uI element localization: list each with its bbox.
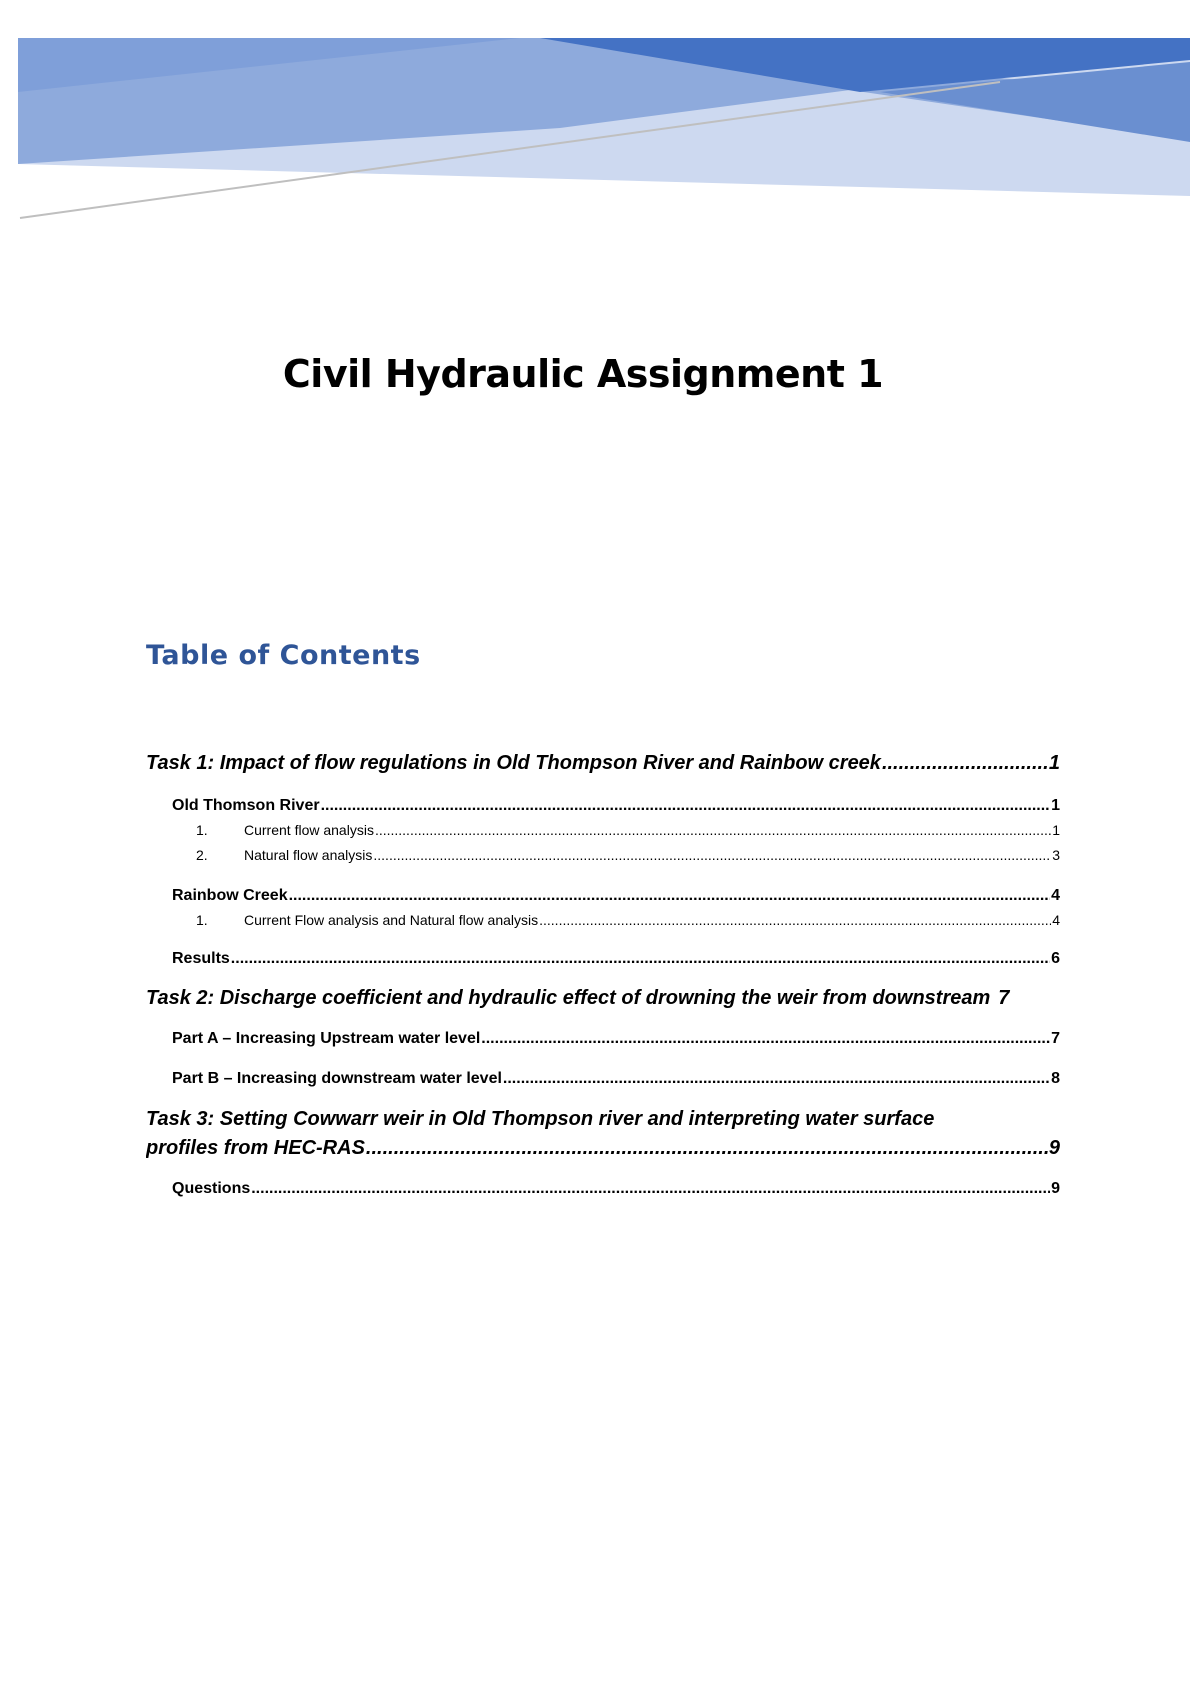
toc-page-number: 9	[1051, 1180, 1060, 1197]
toc-entry-text: Current flow analysis	[244, 822, 374, 838]
toc-entry-part-a[interactable]	[172, 1030, 1060, 1048]
toc-entry-task2[interactable]	[146, 987, 1060, 1010]
header-banner-graphic	[0, 0, 1200, 230]
toc-entry-number: 2.	[196, 847, 208, 863]
toc-entry-text: Task 1: Impact of flow regulations in Old Thompson River and Rainbow creek	[146, 752, 881, 774]
toc-leader-dots	[231, 950, 1050, 968]
toc-leader-dots	[375, 822, 1051, 838]
toc-entry-task3-line1[interactable]: Task 3: Setting Cowwarr weir in Old Thompson river and interpreting water surface	[146, 1108, 935, 1130]
toc-entry-number: 1.	[196, 822, 208, 838]
toc-entry-current-flow[interactable]	[196, 822, 1060, 838]
toc-entry-part-b[interactable]	[172, 1070, 1060, 1088]
toc-entry-rainbow-creek[interactable]	[172, 887, 1060, 905]
toc-entry-text: Current Flow analysis and Natural flow analysis	[244, 912, 539, 928]
toc-page-number: 1	[1051, 797, 1060, 814]
toc-entry-text: Natural flow analysis	[244, 847, 373, 863]
toc-page-number: 7	[998, 987, 1010, 1009]
toc-page-number: 4	[1052, 912, 1060, 928]
toc-page-number: 1	[1052, 822, 1060, 838]
toc-entry-results[interactable]	[172, 950, 1060, 968]
toc-entry-text: Results	[172, 950, 230, 967]
toc-page-number: 7	[1051, 1030, 1060, 1047]
toc-entry-text: Rainbow Creek	[172, 887, 288, 904]
toc-leader-dots	[373, 847, 1051, 863]
toc-entry-number: 1.	[196, 912, 208, 928]
toc-leader-dots	[366, 1137, 1048, 1160]
toc-page-number: 1	[1048, 752, 1060, 774]
toc-entry-text: Questions	[172, 1180, 251, 1197]
toc-entry-text: Part A – Increasing Upstream water level	[172, 1030, 481, 1047]
toc-entry-text: profiles from HEC-RAS	[146, 1137, 365, 1159]
toc-entry-text: Part B – Increasing downstream water level	[172, 1070, 502, 1087]
toc-page-number: 4	[1051, 887, 1060, 904]
toc-entry-task3[interactable]	[146, 1137, 1060, 1160]
toc-entry-questions[interactable]	[172, 1180, 1060, 1198]
toc-leader-dots	[503, 1070, 1050, 1088]
toc-entry-rainbow-flow[interactable]	[196, 912, 1060, 928]
toc-heading: Table of Contents	[146, 640, 421, 671]
toc-entry-task1[interactable]	[146, 752, 1060, 775]
toc-page-number: 9	[1048, 1137, 1060, 1159]
toc-leader-dots	[481, 1030, 1050, 1048]
toc-page-number: 6	[1051, 950, 1060, 967]
toc-page-number: 8	[1051, 1070, 1060, 1087]
toc-leader-dots	[321, 797, 1051, 815]
toc-leader-dots	[289, 887, 1051, 905]
toc-leader-dots	[539, 912, 1051, 928]
toc-leader-dots	[882, 752, 1048, 775]
toc-leader-dots	[251, 1180, 1050, 1198]
toc-entry-text: Task 2: Discharge coefficient and hydraulic effect of drowning the weir from downstream	[146, 987, 991, 1009]
toc-entry-text: Old Thomson River	[172, 797, 320, 814]
toc-entry-old-thomson[interactable]	[172, 797, 1060, 815]
document-title: Civil Hydraulic Assignment 1	[282, 352, 884, 396]
toc-entry-natural-flow[interactable]	[196, 847, 1060, 863]
toc-page-number: 3	[1052, 847, 1060, 863]
